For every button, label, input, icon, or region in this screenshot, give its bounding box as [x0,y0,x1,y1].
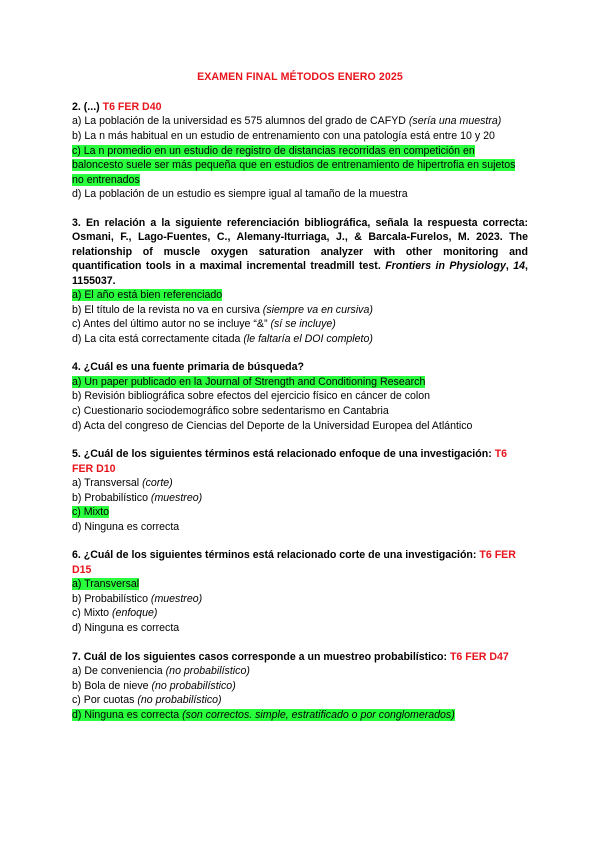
question-3-text: 3. En relación a la siguiente referenciación bibliográfica, señala la respuesta correcta: Osmani, F., Lago-Fuentes, C., Alemany-Iturriaga, J., & Barcala-Furelos, M. 2023. The relationship of muscle oxygen saturation analyzer with other monitoring and quantification tools in a maximal incremental treadmill test. [72,216,528,273]
option-b-text: b) El título de la revista no va en cursiva [72,303,260,316]
question-2-header [72,100,528,114]
question-3-tail: , 1155037. [72,260,528,287]
exam-content [72,100,528,736]
option-b-note: (muestreo) [150,592,203,605]
question-3-option-c [72,317,528,332]
question-4-option-a [72,375,528,390]
question-3 [72,216,528,346]
correct-answer-highlight: a) El año está bien referenciado [72,289,223,301]
question-6-option-b [72,592,528,607]
question-7-text: 7. Cuál de los siguientes casos corresponde a un muestreo probabilístico: [72,650,447,663]
question-7-option-b [72,679,528,694]
option-d-text: d) Ninguna es correcta [72,708,180,721]
option-d-note: (le faltaría el DOI completo) [243,332,373,345]
question-7-option-c [72,693,528,708]
question-5-header [72,447,528,476]
question-7 [72,650,528,723]
question-4 [72,360,528,433]
question-6-header [72,548,528,577]
question-2-reference: T6 FER D40 [102,101,162,113]
question-2 [72,100,528,202]
question-6-option-c [72,606,528,621]
question-4-option-c: c) Cuestionario sociodemográfico sobre sedentarismo en Cantabria [72,404,389,417]
question-3-option-a [72,288,528,303]
exam-title: EXAMEN FINAL MÉTODOS ENERO 2025 [197,71,403,83]
option-c-text: c) Antes del último autor no se incluye “&” [72,318,268,331]
option-b-text: b) Probabilístico [72,491,148,504]
option-a-text: a) La población de la universidad es 575 alumnos del grado de CAFYD [72,115,406,128]
question-6-option-d: d) Ninguna es correcta [72,621,180,634]
question-6-text: 6. ¿Cuál de los siguientes términos está relacionado corte de una investigación: [72,549,477,562]
option-b-text: b) Probabilístico [72,592,148,605]
question-2-option-a [72,114,528,129]
question-2-option-c [72,144,528,188]
question-4-header: 4. ¿Cuál es una fuente primaria de búsqueda? [72,361,304,374]
question-5 [72,447,528,534]
question-2-option-b: b) La n más habitual en un estudio de entrenamiento con una patología está entre 10 y 20 [72,130,495,142]
question-5-option-c [72,505,528,520]
question-3-option-b [72,303,528,318]
option-c-note: (no probabilístico) [137,694,222,707]
option-a-note: (corte) [142,476,173,489]
question-6-reference: T6 FER D15 [72,549,516,576]
option-c-note: (enfoque) [112,607,158,620]
option-b-text: b) Bola de nieve [72,679,149,692]
question-5-option-d: d) Ninguna es correcta [72,520,180,533]
correct-answer-highlight: a) Transversal [72,578,140,591]
option-d-note: (son correctos. simple, estratificado o por conglomerados) [182,708,455,721]
question-6-option-a [72,577,528,592]
question-4-option-d: d) Acta del congreso de Ciencias del Deporte de la Universidad Europea del Atlántico [72,419,473,432]
option-a-text: a) De conveniencia [72,664,163,677]
question-3-header [72,216,528,288]
question-7-reference: T6 FER D47 [449,650,509,663]
option-c-text: c) Por cuotas [72,694,135,707]
question-3-comma: , [505,260,509,273]
question-7-option-a [72,664,528,679]
question-6 [72,548,528,635]
question-5-option-b [72,491,528,506]
option-c-text: c) Mixto [72,607,110,620]
question-3-journal: Frontiers in Physiology [385,260,506,273]
question-5-reference: T6 FER D10 [72,448,508,475]
question-2-number: 2. (...) [72,101,100,113]
correct-answer-highlight [72,709,455,721]
question-3-option-d [72,332,528,347]
question-5-text: 5. ¿Cuál de los siguientes términos está relacionado enfoque de una investigación: [72,448,492,461]
correct-answer-highlight: c) La n promedio en un estudio de registro de distancias recorridas en competición en baloncesto suele ser más pequeña que en estudios de entrenamiento de hipertrofia en sujetos no entrenados [72,144,516,186]
question-4-option-b: b) Revisión bibliográfica sobre efectos del ejercicio físico en cáncer de colon [72,390,431,403]
correct-answer-highlight: c) Mixto [72,506,110,519]
option-a-note: (sería una muestra) [408,115,502,128]
correct-answer-highlight: a) Un paper publicado en la Journal of Strength and Conditioning Research [72,375,426,388]
question-3-volume: 14 [513,260,526,273]
question-7-option-d [72,708,528,723]
question-7-header [72,650,528,664]
option-c-note: (sí se incluye) [270,318,336,331]
option-a-text: a) Transversal [72,476,140,489]
option-a-note: (no probabilístico) [165,664,250,677]
question-5-option-a [72,476,528,491]
option-b-note: (no probabilístico) [151,679,236,692]
question-2-option-d: d) La población de un estudio es siempre igual al tamaño de la muestra [72,188,408,201]
option-b-note: (muestreo) [150,491,203,504]
option-b-note: (siempre va en cursiva) [262,303,373,316]
option-d-text: d) La cita está correctamente citada [72,332,241,345]
